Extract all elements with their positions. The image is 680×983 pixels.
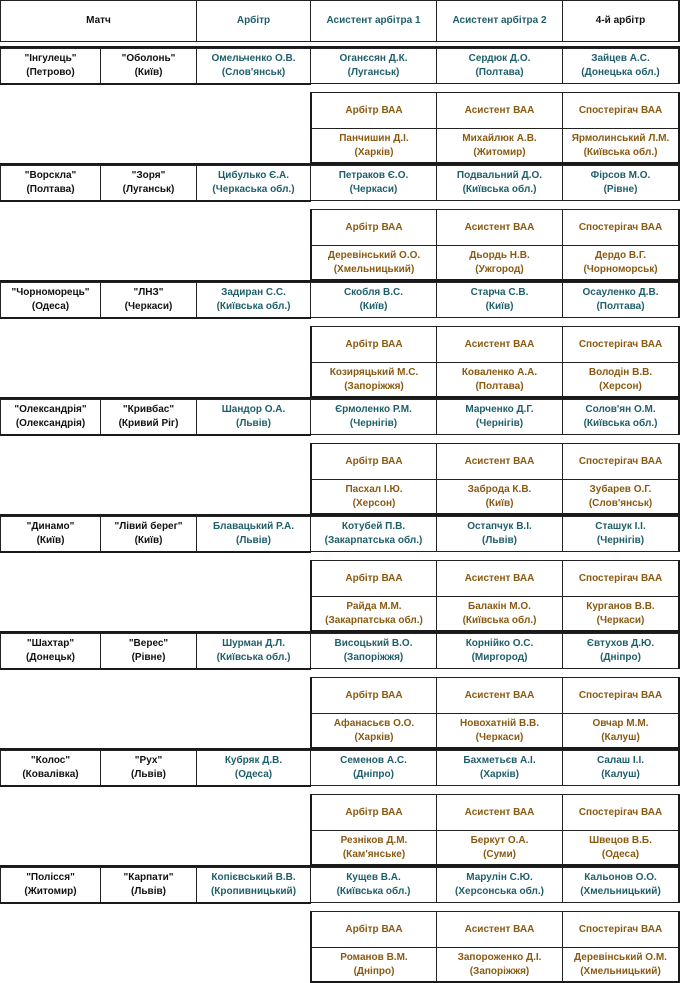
avar-city: (Суми) [483,848,516,860]
ar1-city: (Київська обл.) [336,886,411,897]
var-city: (Дніпро) [353,965,395,977]
home-team: "Динамо" [26,521,75,532]
ar2-city: (Миргород) [471,652,528,663]
home-team-cell [0,750,101,786]
var-name: Козиряцький М.С. [329,366,419,378]
home-team-cell [0,516,101,552]
avar-cell [436,596,563,632]
avar-label-cell [436,92,563,129]
avar-label-cell [436,443,563,480]
ar1-city: (Дніпро) [353,769,394,780]
var-label: Арбітр ВАА [345,104,403,116]
ar1-name: Петраков Є.О. [338,170,409,181]
var-label-cell [310,92,437,129]
ar2-cell [436,633,563,669]
referee-name: Цибулько Є.А. [217,170,290,181]
referee-city: (Кропивницький) [210,886,297,897]
avar-label-cell [436,911,563,948]
var-cell [310,479,437,515]
fourth-cell [562,750,680,786]
obs-label: Спостерігач ВАА [578,221,663,233]
obs-cell [562,947,680,983]
header-fourth [562,0,680,42]
obs-label: Спостерігач ВАА [578,806,663,818]
header-fourth-label: 4-й арбітр [595,15,646,26]
var-label: Арбітр ВАА [345,338,403,350]
avar-label-cell [436,326,563,363]
away-team: "Верес" [128,638,169,649]
header-match-label: Матч [86,15,111,26]
fourth-cell [562,633,680,669]
fourth-city: (Чернігів) [596,535,645,546]
header-match [0,0,197,42]
fourth-name: Зайцев А.С. [591,53,650,64]
match-row-underline [0,551,311,553]
obs-cell [562,830,680,866]
match-row-underline [0,200,311,202]
referee-cell [196,399,311,435]
ar2-name: Подвальний Д.О. [456,170,543,181]
var-city: (Хмельницький) [333,263,415,275]
var-cell [310,362,437,398]
var-label-cell [310,560,437,597]
referee-cell [196,165,311,201]
away-team-city: (Кривий Ріг) [118,418,179,429]
ar2-city: (Полтава) [475,67,524,78]
away-team: "Рух" [134,755,163,766]
avar-city: (Запоріжжя) [469,965,530,977]
fourth-name: Фірсов М.О. [590,170,651,181]
referee-city: (Львів) [236,535,271,546]
var-city: (Кам'янське) [342,848,406,860]
avar-label: Асистент ВАА [464,806,535,818]
referee-name: Блавацький Р.А. [212,521,294,532]
away-team-city: (Львів) [131,769,166,780]
obs-city: (Калуш) [601,731,640,743]
avar-label-cell [436,794,563,831]
avar-cell [436,128,563,164]
away-team-cell [100,399,197,435]
fourth-name: Салаш І.І. [596,755,645,766]
match-row-underline [0,317,311,319]
ar1-cell [310,867,437,903]
away-team: "Кривбас" [122,404,175,415]
header-referee [196,0,311,42]
referee-city: (Львів) [236,418,271,429]
fourth-cell [562,516,680,552]
ar1-cell [310,750,437,786]
avar-label: Асистент ВАА [464,455,535,467]
avar-label: Асистент ВАА [464,338,535,350]
match-row-underline [0,902,311,904]
obs-label: Спостерігач ВАА [578,572,663,584]
fourth-name: Кальонов О.О. [584,872,657,883]
ar1-name: Єрмоленко Р.М. [335,404,412,415]
avar-city: (Київ) [485,497,514,509]
away-team: "Карпати" [123,872,174,883]
obs-city: (Одеса) [601,848,640,860]
avar-name: Дьордь Н.В. [469,249,530,261]
fourth-name: Солов'ян О.М. [585,404,656,415]
obs-cell [562,245,680,281]
avar-label: Асистент ВАА [464,104,535,116]
ar2-name: Остапчук В.І. [467,521,532,532]
ar1-name: Котубей П.В. [341,521,406,532]
fourth-city: (Київська обл.) [583,418,658,429]
fourth-city: (Донецька обл.) [581,67,660,78]
match-row-underline [0,434,311,436]
ar2-city: (Львів) [482,535,517,546]
var-cell [310,128,437,164]
fourth-name: Сташук І.І. [595,521,646,532]
referee-city: (Одеса) [234,769,273,780]
var-name: Афанасьєв О.О. [333,717,415,729]
referee-name: Копієвський В.В. [211,872,296,883]
home-team-city: (Одеса) [31,301,70,312]
header-ar2 [436,0,563,42]
obs-label: Спостерігач ВАА [578,104,663,116]
ar2-cell [436,516,563,552]
away-team: "ЛНЗ" [133,287,164,298]
avar-city: (Київська обл.) [462,614,537,626]
ar2-city: (Київська обл.) [462,184,537,195]
ar2-city: (Чернігів) [475,418,524,429]
var-city: (Херсон) [352,497,396,509]
obs-name: Дердо В.Г. [594,249,647,261]
var-city: (Запоріжжя) [344,380,404,392]
referee-cell [196,633,311,669]
home-team-city: (Житомир) [24,886,77,897]
avar-name: Балакін М.О. [468,600,531,612]
match-row-underline [0,668,311,670]
obs-city: (Херсон) [599,380,642,392]
var-cell [310,596,437,632]
referee-name: Кубряк Д.В. [224,755,283,766]
referee-city: (Черкаська обл.) [212,184,295,195]
fourth-cell [562,282,680,318]
ar2-city: (Київ) [485,301,514,312]
obs-name: Швецов В.Б. [589,834,652,846]
away-team: "Лівий берег" [114,521,183,532]
ar1-cell [310,399,437,435]
home-team-cell [0,633,101,669]
ar2-name: Старча С.В. [470,287,529,298]
obs-name: Деревінський О.М. [574,951,667,963]
referee-cell [196,516,311,552]
referee-cell [196,750,311,786]
home-team-cell [0,165,101,201]
header-referee-label: Арбітр [236,15,271,26]
ar1-city: (Чернігів) [349,418,398,429]
obs-city: (Київська обл.) [583,146,658,158]
home-team: "Ворскла" [24,170,77,181]
referee-city: (Слов'янськ) [221,67,286,78]
fourth-city: (Дніпро) [600,652,641,663]
ar2-name: Марулін С.Ю. [466,872,533,883]
referee-city: (Київська обл.) [216,652,291,663]
obs-cell [562,713,680,749]
var-label: Арбітр ВАА [345,221,403,233]
ar2-cell [436,750,563,786]
obs-label-cell [562,443,680,480]
var-label-cell [310,326,437,363]
ar1-name: Висоцький В.О. [334,638,413,649]
home-team: "Інгулець" [24,53,77,64]
ar2-cell [436,282,563,318]
ar2-name: Марченко Д.Г. [465,404,534,415]
ar1-name: Кущев В.А. [346,872,401,883]
fourth-city: (Рівне) [603,184,638,195]
var-label-cell [310,677,437,714]
obs-label-cell [562,794,680,831]
obs-city: (Слов'янськ) [588,497,653,509]
away-team-city: (Київ) [134,67,163,78]
avar-cell [436,245,563,281]
avar-name: Заброда К.В. [467,483,532,495]
ar1-cell [310,48,437,84]
ar2-cell [436,867,563,903]
home-team-city: (Київ) [36,535,65,546]
fourth-city: (Хмельницький) [580,886,661,897]
ar2-name: Корнійко О.С. [465,638,534,649]
obs-label: Спостерігач ВАА [578,338,663,350]
ar2-cell [436,48,563,84]
avar-label: Асистент ВАА [464,221,535,233]
ar2-cell [436,165,563,201]
ar1-cell [310,282,437,318]
avar-name: Запороженко Д.І. [457,951,542,963]
obs-cell [562,128,680,164]
referee-name: Шурман Д.Л. [222,638,285,649]
var-label: Арбітр ВАА [345,455,403,467]
home-team: "Чорноморець" [11,287,90,298]
obs-name: Курганов В.В. [586,600,655,612]
obs-name: Ярмолинський Л.М. [571,132,670,144]
avar-cell [436,362,563,398]
ar1-city: (Черкаси) [349,184,398,195]
obs-city: (Чорноморськ) [583,263,658,275]
var-cell [310,830,437,866]
obs-label-cell [562,326,680,363]
home-team-city: (Донецьк) [26,652,75,663]
away-team-cell [100,48,197,84]
var-label: Арбітр ВАА [345,923,403,935]
obs-cell [562,362,680,398]
fourth-city: (Калуш) [601,769,640,780]
var-city: (Харків) [354,731,394,743]
referee-cell [196,48,311,84]
obs-cell [562,596,680,632]
ar1-cell [310,516,437,552]
var-label-cell [310,794,437,831]
obs-label-cell [562,911,680,948]
var-name: Панчишин Д.І. [339,132,409,144]
match-row-underline [0,83,311,85]
var-name: Деревінський О.О. [327,249,421,261]
home-team-city: (Петрово) [26,67,75,78]
avar-city: (Житомир) [473,146,526,158]
avar-cell [436,830,563,866]
referee-cell [196,867,311,903]
var-label-cell [310,209,437,246]
ar1-name: Оганєсян Д.К. [339,53,408,64]
var-label: Арбітр ВАА [345,806,403,818]
fourth-name: Євтухов Д.Ю. [586,638,655,649]
away-team-cell [100,516,197,552]
avar-cell [436,713,563,749]
away-team-cell [100,165,197,201]
var-cell [310,245,437,281]
avar-name: Коваленко А.А. [461,366,538,378]
home-team-city: (Полтава) [26,184,75,195]
avar-name: Беркут О.А. [470,834,529,846]
avar-label: Асистент ВАА [464,923,535,935]
ar1-city: (Запоріжжя) [343,652,404,663]
avar-cell [436,947,563,983]
referee-name: Задиран С.С. [221,287,286,298]
avar-label: Асистент ВАА [464,689,535,701]
ar1-city: (Київ) [359,301,388,312]
obs-label-cell [562,92,680,129]
var-label: Арбітр ВАА [345,572,403,584]
referee-name: Омельченко О.В. [211,53,296,64]
ar1-cell [310,165,437,201]
header-ar1 [310,0,437,42]
away-team-city: (Луганськ) [122,184,175,195]
home-team-cell [0,48,101,84]
obs-label-cell [562,209,680,246]
home-team: "Олександрія" [14,404,87,415]
home-team: "Шахтар" [26,638,75,649]
away-team-city: (Київ) [134,535,163,546]
ar2-cell [436,399,563,435]
ar2-city: (Херсонська обл.) [455,886,544,897]
home-team: "Полісся" [26,872,75,883]
home-team: "Колос" [30,755,71,766]
away-team: "Зоря" [131,170,166,181]
var-cell [310,947,437,983]
ar1-name: Скобля В.С. [343,287,404,298]
referee-cell [196,282,311,318]
away-team-cell [100,633,197,669]
fourth-city: (Полтава) [596,301,645,312]
ar2-name: Бахметьєв А.І. [463,755,536,766]
ar2-name: Сердюк Д.О. [468,53,531,64]
var-city: (Закарпатська обл.) [325,614,423,626]
avar-cell [436,479,563,515]
var-name: Резніков Д.М. [340,834,408,846]
avar-city: (Черкаси) [475,731,524,743]
away-team-cell [100,750,197,786]
var-name: Райда М.М. [346,600,402,612]
header-ar1-label: Асистент арбітра 1 [326,15,421,26]
ar1-city: (Луганськ) [347,67,400,78]
fourth-name: Осауленко Д.В. [582,287,659,298]
away-team: "Оболонь" [121,53,176,64]
referee-city: (Київська обл.) [216,301,291,312]
fourth-cell [562,48,680,84]
var-label-cell [310,911,437,948]
obs-city: (Хмельницький) [580,965,661,977]
ar1-cell [310,633,437,669]
var-name: Пасхал І.Ю. [345,483,403,495]
obs-name: Володін В.В. [588,366,653,378]
obs-cell [562,479,680,515]
obs-label: Спостерігач ВАА [578,923,663,935]
obs-label: Спостерігач ВАА [578,689,663,701]
obs-label-cell [562,560,680,597]
obs-label-cell [562,677,680,714]
avar-label-cell [436,677,563,714]
away-team-city: (Львів) [131,886,166,897]
avar-name: Новохатній В.В. [460,717,539,729]
var-name: Романов В.М. [340,951,408,963]
var-label-cell [310,443,437,480]
referee-name: Шандор О.А. [221,404,286,415]
match-row-underline [0,785,311,787]
ar2-city: (Харків) [480,769,519,780]
home-team-cell [0,867,101,903]
header-ar2-label: Асистент арбітра 2 [452,15,547,26]
obs-name: Зубарев О.Г. [589,483,652,495]
away-team-cell [100,282,197,318]
away-team-city: (Черкаси) [124,301,173,312]
table-header [0,0,680,42]
fourth-cell [562,867,680,903]
home-team-cell [0,282,101,318]
var-label: Арбітр ВАА [345,689,403,701]
obs-city: (Черкаси) [596,614,645,626]
fourth-cell [562,399,680,435]
ar1-name: Семенов А.С. [340,755,407,766]
obs-name: Овчар М.М. [592,717,649,729]
avar-city: (Полтава) [475,380,524,392]
home-team-city: (Олександрія) [15,418,86,429]
avar-city: (Ужгород) [475,263,524,275]
obs-label: Спостерігач ВАА [578,455,663,467]
avar-label-cell [436,209,563,246]
away-team-city: (Рівне) [131,652,166,663]
avar-name: Михайлюк А.В. [462,132,537,144]
avar-label: Асистент ВАА [464,572,535,584]
var-cell [310,713,437,749]
away-team-cell [100,867,197,903]
ar1-city: (Закарпатська обл.) [324,535,423,546]
fourth-cell [562,165,680,201]
var-city: (Харків) [354,146,394,158]
home-team-city: (Ковалівка) [22,769,79,780]
avar-label-cell [436,560,563,597]
home-team-cell [0,399,101,435]
